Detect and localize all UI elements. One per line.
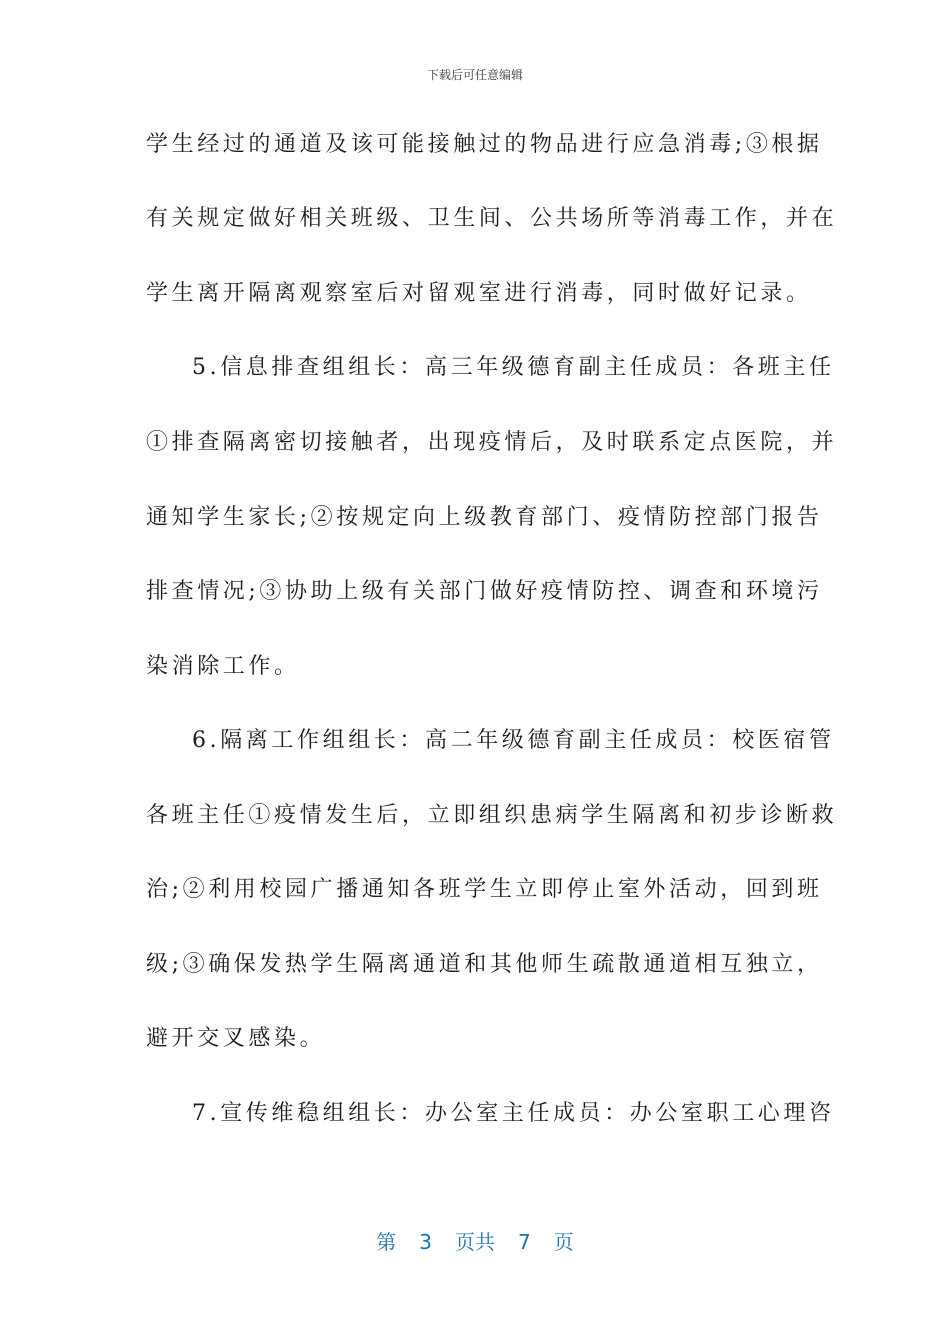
text-line: 学生离开隔离观察室后对留观室进行消毒，同时做好记录。 (146, 281, 812, 306)
text-line: 学生经过的通道及该可能接触过的物品进行应急消毒;③根据 (146, 132, 823, 157)
text-line: 避开交叉感染。 (146, 1026, 326, 1051)
header-text: 下载后可任意编辑 (426, 68, 523, 82)
footer-current-page: 3 (419, 1230, 432, 1254)
text-line: 通知学生家长;②按规定向上级教育部门、疫情防控部门报告 (146, 505, 823, 530)
footer-middle: 页共 (455, 1230, 495, 1254)
section-heading-5: 5.信息排查组组长：高三年级德育副主任成员：各班主任 (192, 355, 835, 380)
footer-suffix: 页 (553, 1230, 574, 1254)
text-line: 染消除工作。 (146, 654, 300, 679)
footer-prefix: 第 (376, 1230, 397, 1254)
text-line: 各班主任①疫情发生后，立即组织患病学生隔离和初步诊断救 (146, 803, 838, 828)
page-footer (0, 1226, 950, 1255)
text-line: 治;②利用校园广播通知各班学生立即停止室外活动，回到班 (146, 877, 823, 902)
text-line: 排查情况;③协助上级有关部门做好疫情防控、调查和环境污 (146, 579, 823, 604)
section-heading-6: 6.隔离工作组组长：高二年级德育副主任成员：校医宿管 (192, 728, 835, 753)
text-line: ①排查隔离密切接触者，出现疫情后，及时联系定点医院，并 (146, 430, 838, 455)
footer-total-pages: 7 (517, 1230, 531, 1254)
text-line: 有关规定做好相关班级、卫生间、公共场所等消毒工作，并在 (146, 206, 838, 231)
page-header (0, 66, 950, 83)
text-line: 级;③确保发热学生隔离通道和其他师生疏散通道相互独立， (146, 952, 823, 977)
section-heading-7: 7.宣传维稳组组长：办公室主任成员：办公室职工心理咨 (192, 1101, 835, 1126)
